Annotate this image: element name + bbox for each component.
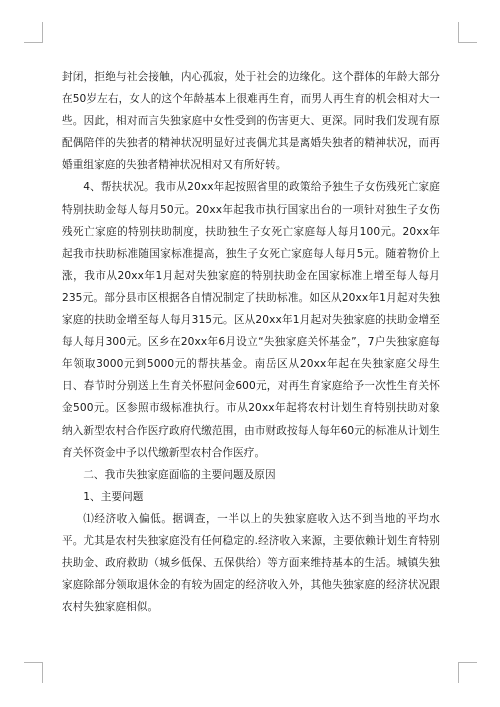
section-heading-problems: 二、我市失独家庭面临的主要问题及原因: [83, 468, 276, 481]
paragraph-assistance-status: 4、帮扶状况。我市从20xx年起按照省里的政策给予独生子女伤残死亡家庭特别扶助金每人每月50元。20xx年起我市执行国家出台的一项针对独生子女伤残死亡家庭的特别扶助制度，扶助独生子女死亡家庭每人每月100元。20xx年起我市扶助标准随国家标准提高，独生子女死亡家庭每人每月5元。随着物价上涨，我市从20xx年1月起对失独家庭的特别扶助金在国家标准上增至每人每月235元。部分县市区根据各自情况制定了扶助标准。如区从20xx年1月起对失独家庭的扶助金增至每人每月315元。区从20xx年1月起对失独家庭的扶助金增至每人每月300元。区乡在20xx年6月设立“失独家庭关怀基金”，7户失独家庭每年领取3000元到5000元的帮扶基金。南岳区从20xx年起在失独家庭父母生日、春节时分别送上生育关怀慰问金600元，对再生育家庭给予一次性生育关怀金500元。区参照市级标准执行。市从20xx年起将农村计划生育特别扶助对象纳入新型农村合作医疗政府代缴范围，由市财政按每人每年60元的标准从计划生育关怀资金中予以代缴新型农村合作医疗。: [62, 181, 440, 459]
paragraph-continuation: 封闭，拒绝与社会接触，内心孤寂，处于社会的边缘化。这个群体的年龄大部分在50岁左右，女人的这个年龄基本上很难再生育，而男人再生育的机会相对大一些。因此，相对而言失独家庭中女性受到的伤害更大、更深。同时我们发现有原配偶陪伴的失独者的精神状况明显好过丧偶尤其是离婚失独者的精神状况，而再婚重组家庭的失独者精神状况相对又有所好转。: [62, 71, 440, 172]
crop-mark-top-right: [458, 22, 477, 43]
crop-mark-bottom-left: [24, 662, 43, 683]
crop-mark-top-left: [24, 22, 43, 43]
document-body: [62, 66, 440, 618]
subsection-heading-main-problems: 1、主要问题: [83, 490, 144, 503]
crop-mark-bottom-right: [458, 662, 477, 683]
paragraph-low-income: ⑴经济收入偏低。据调查，一半以上的失独家庭收入达不到当地的平均水平。尤其是农村失独家庭没有任何稳定的.经济收入来源，主要依赖计划生育特别扶助金、政府救助（城乡低保、五保供给）等方面来维持基本的生活。城镇失独家庭除部分领取退休金的有较为固定的经济收入外，其他失独家庭的经济状况跟农村失独家庭相似。: [62, 512, 440, 614]
